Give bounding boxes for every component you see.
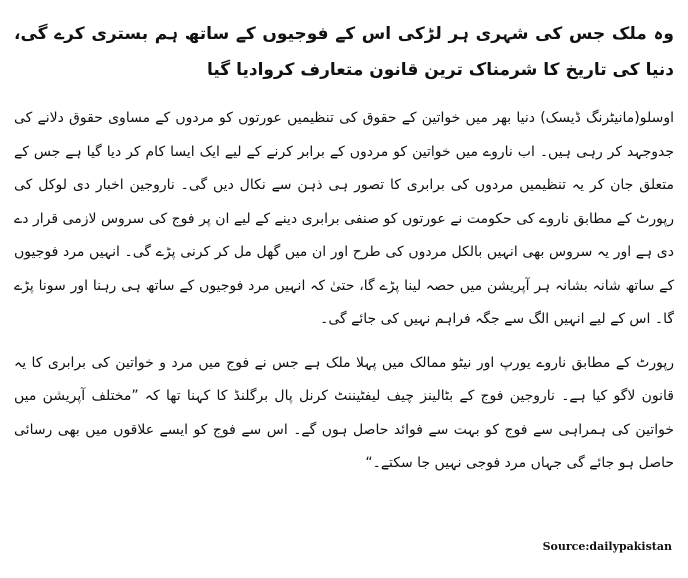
article-paragraph-1: اوسلو(مانیٹرنگ ڈیسک) دنیا بھر میں خواتین کے حقوق کی تنظیمیں عورتوں کو مردوں کے مساوی حقوق دلانے کی جدوجہد کر رہی ہیں۔ اب ناروے میں خواتین کو مردوں کے برابر کرنے کے لیے ایک ایسا کام کر دیا گیا ہے جس کے متعلق جان کر یہ تنظیمیں مردوں کی برابری کا تصور ہی ذہن سے نکال دیں گی۔ ناروجین اخبار دی لوکل کی رپورٹ کے مطابق ناروے کی حکومت نے عورتوں کو صنفی برابری دینے کے لیے ان پر فوج کی سروس لازمی قرار دے دی ہے اور یہ سروس بھی انہیں بالکل مردوں کی طرح اور ان میں گھل مل کر کرنی پڑے گی۔ انہیں مرد فوجیوں کے ساتھ شانہ بشانہ ہر آپریشن میں حصہ لینا پڑے گا، حتیٰ کہ انہیں مرد فوجیوں کے ساتھ ہی رہنا اور سونا پڑے گا۔ اس کے لیے انہیں الگ سے جگہ فراہم نہیں کی جائے گی۔: [14, 110, 674, 327]
article-headline: وہ ملک جس کی شہری ہر لڑکی اس کے فوجیوں کے ساتھ ہم بستری کرے گی، دنیا کی تاریخ کا شرمناک ترین قانون متعارف کروادیا گیا: [14, 24, 674, 80]
article-paragraph-2: رپورٹ کے مطابق ناروے یورپ اور نیٹو ممالک میں پہلا ملک ہے جس نے فوج میں مرد و خواتین کی برابری کا یہ قانون لاگو کیا ہے۔ ناروجین فوج کے بٹالینز چیف لیفٹیننٹ کرنل پال برگلنڈ کا کہنا تھا کہ ”مختلف آپریشن میں خواتین کی ہمراہی سے فوج کو بہت سے فوائد حاصل ہوں گے۔ اس سے فوج کو ایسے علاقوں میں بھی رسائی حاصل ہو جائے گی جہاں مرد فوجی نہیں جا سکتے۔“: [14, 354, 674, 471]
source-credit: Source:dailypakistan: [542, 540, 672, 553]
